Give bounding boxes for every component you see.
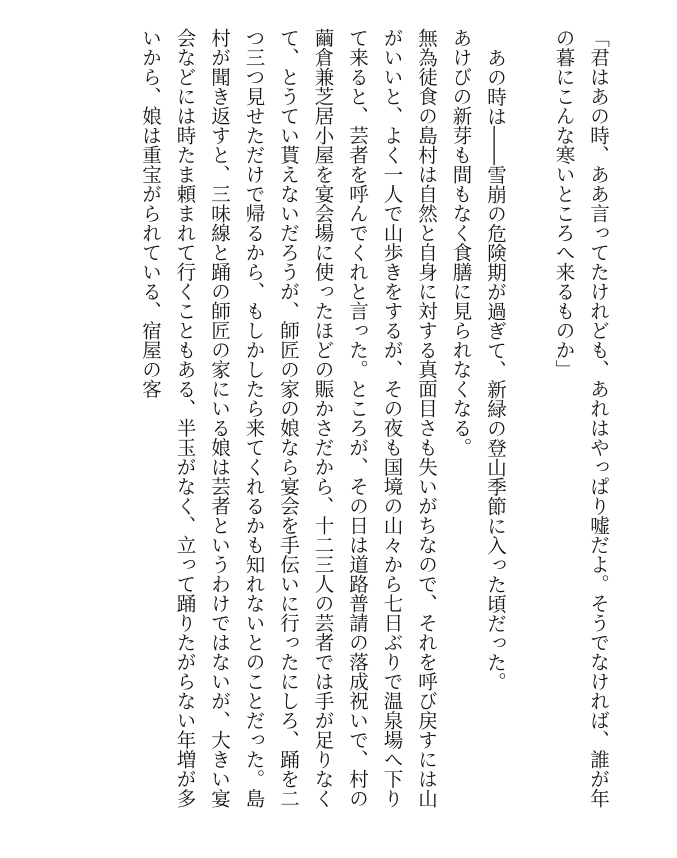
narration-paragraph-3: 無為徒食の島村は自然と自身に対する真面目さも失いがちなので、それを呼び戻すには山がいいと、よく一人で山歩きをするが、その夜も国境の山々から七日ぶりで温泉場へ下りて来ると、芸者を呼んでくれと言った。ところが、その日は道路普請の落成祝いで、村の繭倉兼芝居小屋を宴会場に使ったほどの賑かさだから、十二三人の芸者では手が足りなくて、とうてい貰えないだろうが、師匠の家の娘なら宴会を手伝いに行ったにしろ、踊を二つ三つ見せただけで帰るから、もしかしたら来てくれるかも知れないとのことだった。島村が聞き返すと、三味線と踊の師匠の家にいる娘は芸者というわけではないが、大きい宴会などには時たま頼まれて行くこともある、半玉がなく、立って踊りたがらない年増が多いから、娘は重宝がられている、宿屋の客 (139, 28, 438, 808)
narration-paragraph-1: あの時は――雪崩の危険期が過ぎて、新緑の登山季節に入った頃だった。 (484, 47, 507, 691)
narration-paragraph-2: あけびの新芽も間もなく食膳に見られなくなる。 (449, 28, 473, 457)
vertical-text-body (70, 28, 615, 818)
dialogue-paragraph: 「君はあの時、ああ言ってたけれども、あれはやっぱり嘘だよ。そうでなければ、誰が年の暮にこんな寒いところへ来るものか」 (552, 28, 610, 808)
